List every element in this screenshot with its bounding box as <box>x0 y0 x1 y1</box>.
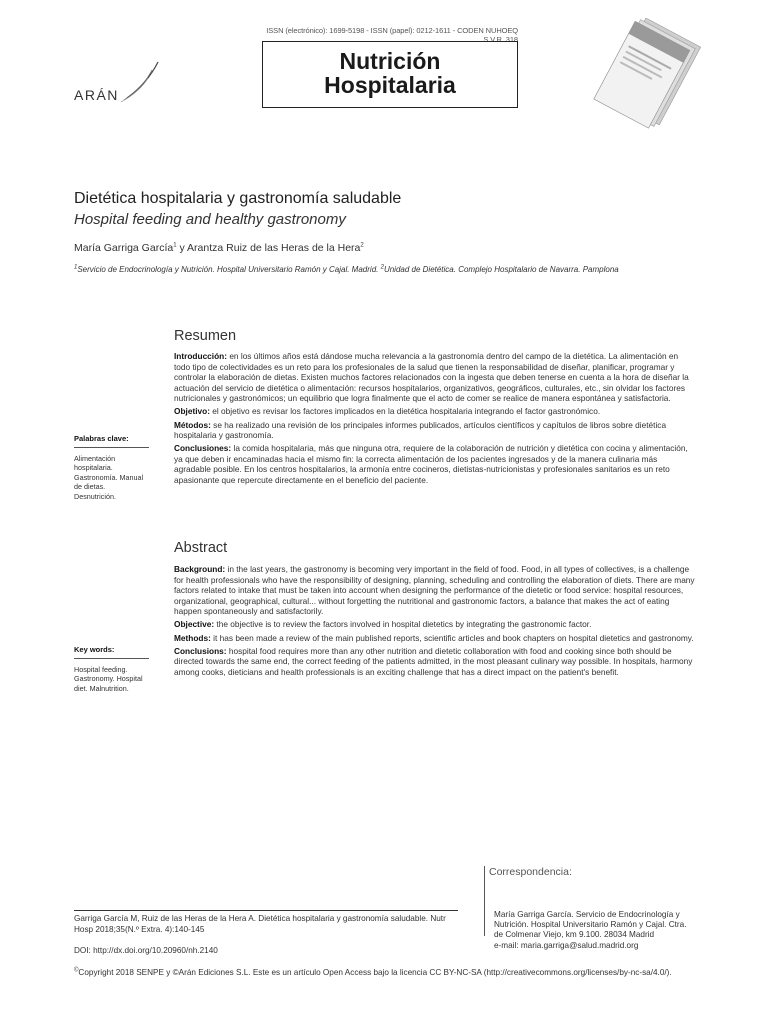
citation: Garriga García M, Ruiz de las Heras de la Hera A. Dietética hospitalaria y gastronomía saludable. Nutr Hosp 2018;35(N.º Extra. 4):140-145 <box>74 914 446 934</box>
palabras-clave <box>74 434 149 502</box>
abstract-background: Background: in the last years, the gastronomy is becoming very important in the field of food. Food, in all types of collectives, is a challenge for health professionals who have the responsibility of designing, planning, scheduling and controlling the elaboration of diets. There are many factors related to intake that must be taken into account when designing the performance of the dietetic or food service: hospital resources, organizational, geographical, cultural... without forgetting the nutritional and gastronomic factors, a balance that makes the act of eating happen spontaneously and satisfactorily. <box>174 564 695 617</box>
abstract-heading: Abstract <box>174 540 228 556</box>
copyright <box>74 968 672 977</box>
journal-title-line-1: Nutrición <box>339 48 441 74</box>
journal-covers-image <box>588 18 708 138</box>
affil-1: Servicio de Endocrinología y Nutrición. Hospital Universitario Ramón y Cajal. Madrid. <box>77 265 381 274</box>
resumen-objetivo: Objetivo: el objetivo es revisar los factores implicados en la dietética hospitalaria integrando el factor gastronómico. <box>174 406 601 417</box>
resumen-metodos: Métodos: se ha realizado una revisión de los principales informes publicados, artículos científicos y capítulos de libros sobre dietética hospitalaria y gastronomía. <box>174 419 667 441</box>
correspondence-heading: Correspondencia: <box>489 866 572 878</box>
author-2-sup: 2 <box>360 242 364 249</box>
aran-logo-text: ARÁN <box>74 87 119 103</box>
copyright-text: Copyright 2018 SENPE y ©Arán Ediciones S.L. Este es un artículo Open Access bajo la licencia CC BY-NC-SA (http://creativecommons.org/licenses/by-nc-sa/4.0/). <box>78 968 672 977</box>
resumen-body <box>174 351 696 488</box>
journal-title-line-2: Hospitalaria <box>324 72 456 98</box>
doi-link[interactable]: DOI: http://dx.doi.org/10.20960/nh.2140 <box>74 946 218 955</box>
key-words-list: Hospital feeding. Gastronomy. Hospital diet. Malnutrition. <box>74 664 143 693</box>
citation-rule <box>74 910 458 911</box>
correspondence-address: María Garriga García. Servicio de Endocrinología y Nutrición. Hospital Universitario Ramón y Cajal. Ctra. de Colmenar Viejo, km 9.100. 28034 Madrid <box>494 910 687 940</box>
abstract-conclusions: Conclusions: hospital food requires more than any other nutrition and dietetic collaboration with food and cooking since both should be directed towards the same end, the correct feeding of the patients admitted, in the most pleasant culinary way possible. In hospitals, harmony among cooks, dieticians and health professionals is an exciting challenge that has a direct impact on the patient's benefit. <box>174 645 693 677</box>
author-1-sup: 1 <box>173 242 177 249</box>
affiliations <box>74 265 619 274</box>
authors <box>74 242 364 254</box>
author-2: y Arantza Ruiz de las Heras de la Hera <box>176 242 361 254</box>
resumen-conclusiones: Conclusiones: la comida hospitalaria, más que ninguna otra, requiere de la colaboración de nutrición y dietética con cocina y alimentación, ya que deben ir encaminadas hacia el mismo fin: la correcta alimentación de los pacientes ingresados y de la manera culinaria más agradable posible. En los centros hospitalarios, la armonía entre cocineros, dietistas-nutricionistas y profesionales sanitarios es un reto apasionante que repercute directamente en el beneficio del paciente. <box>174 443 688 486</box>
abstract-objective: Objective: the objective is to review the factors involved in hospital dietetics by integrating the gastronomic factor. <box>174 619 592 630</box>
key-words-heading: Key words: <box>74 645 149 659</box>
affil-1-sup: 1 <box>74 264 78 271</box>
article-title-en: Hospital feeding and healthy gastronomy <box>74 211 346 228</box>
key-words <box>74 645 149 693</box>
resumen-heading: Resumen <box>174 328 237 344</box>
author-1: María Garriga García <box>74 242 174 254</box>
affil-2: Unidad de Dietética. Complejo Hospitalario de Navarra. Pamplona <box>383 265 619 274</box>
palabras-clave-list: Alimentación hospitalaria. Gastronomía. Manual de dietas. Desnutrición. <box>74 453 144 501</box>
journal-title-box <box>262 41 518 108</box>
abstract-methods: Methods: it has been made a review of the main published reports, scientific articles and book chapters on hospital dietetics and gastronomy. <box>174 632 694 643</box>
copyright-sup: © <box>74 967 79 974</box>
correspondence-rule <box>484 866 485 936</box>
palabras-clave-heading: Palabras clave: <box>74 434 149 448</box>
article-title-es: Dietética hospitalaria y gastronomía saludable <box>74 190 402 207</box>
correspondence-body <box>494 910 694 951</box>
affil-2-sup: 2 <box>380 264 384 271</box>
aran-logo <box>72 60 162 110</box>
issn-line: ISSN (electrónico): 1699-5198 - ISSN (papel): 0212-1611 - CODEN NUHOEQ S.V.R. 318 <box>266 26 518 44</box>
resumen-intro: Introducción: en los últimos años está dándose mucha relevancia a la gastronomía dentro del campo de la dietética. La alimentación en todo tipo de colectividades es un reto para los profesionales de la salud que tienen la responsabilidad de diseñar, planificar, programar y controlar la elaboración de dietas. Existen muchos factores relacionados con la ingesta que deben tenerse en cuenta a la hora de diseñar la actuación del servicio de dietética o alimentación: recursos hospitalarios, organizativos, geográficos, culturales, etc., sin olvidar los factores nutricionales y gastronómicos; un equilibrio que logra finalmente que el acto de comer se realice de manera espontánea y satisfactoria. <box>174 351 689 404</box>
abstract-body <box>174 564 696 680</box>
correspondence-email[interactable]: e-mail: maria.garriga@salud.madrid.org <box>494 940 639 950</box>
